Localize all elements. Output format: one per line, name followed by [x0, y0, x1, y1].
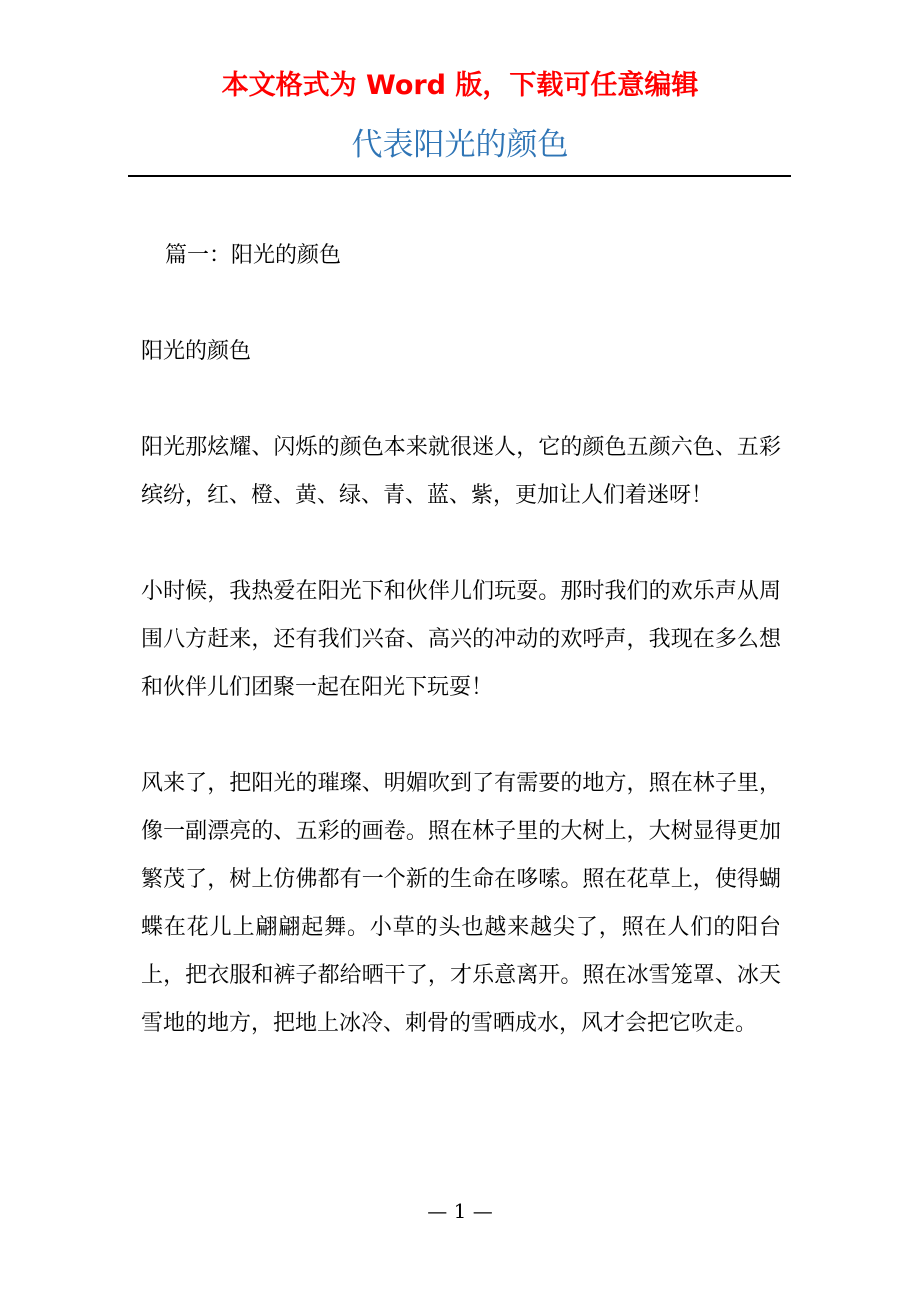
- document-title: 代表阳光的颜色: [351, 127, 569, 163]
- page-number: — 1 —: [427, 1199, 493, 1223]
- paragraph: 小时候，我热爱在阳光下和伙伴儿们玩耍。那时我们的欢乐声从周围八方赶来，还有我们兴奋、高兴的冲动的欢呼声，我现在多么想和伙伴儿们团聚一起在阳光下玩耍！: [141, 579, 781, 700]
- title-divider: [128, 175, 791, 177]
- document-body: [141, 232, 781, 1048]
- paragraph: 风来了，把阳光的璀璨、明媚吹到了有需要的地方，照在林子里，像一副漂亮的、五彩的画卷。照在林子里的大树上，大树显得更加繁茂了，树上仿佛都有一个新的生命在哆嗦。照在花草上，使得蝴蝶在花儿上翩翩起舞。小草的头也越来越尖了，照在人们的阳台上，把衣服和裤子都给晒干了，才乐意离开。照在冰雪笼罩、冰天雪地的地方，把地上冰冷、刺骨的雪晒成水，风才会把它吹走。: [141, 771, 781, 1036]
- paragraph: 阳光那炫耀、闪烁的颜色本来就很迷人，它的颜色五颜六色、五彩缤纷，红、橙、黄、绿、青、蓝、紫，更加让人们着迷呀！: [141, 435, 781, 508]
- section-heading: 篇一：阳光的颜色: [165, 243, 342, 268]
- download-notice: 本文格式为 Word 版，下载可任意编辑: [221, 70, 699, 101]
- article-subtitle: 阳光的颜色: [141, 339, 252, 364]
